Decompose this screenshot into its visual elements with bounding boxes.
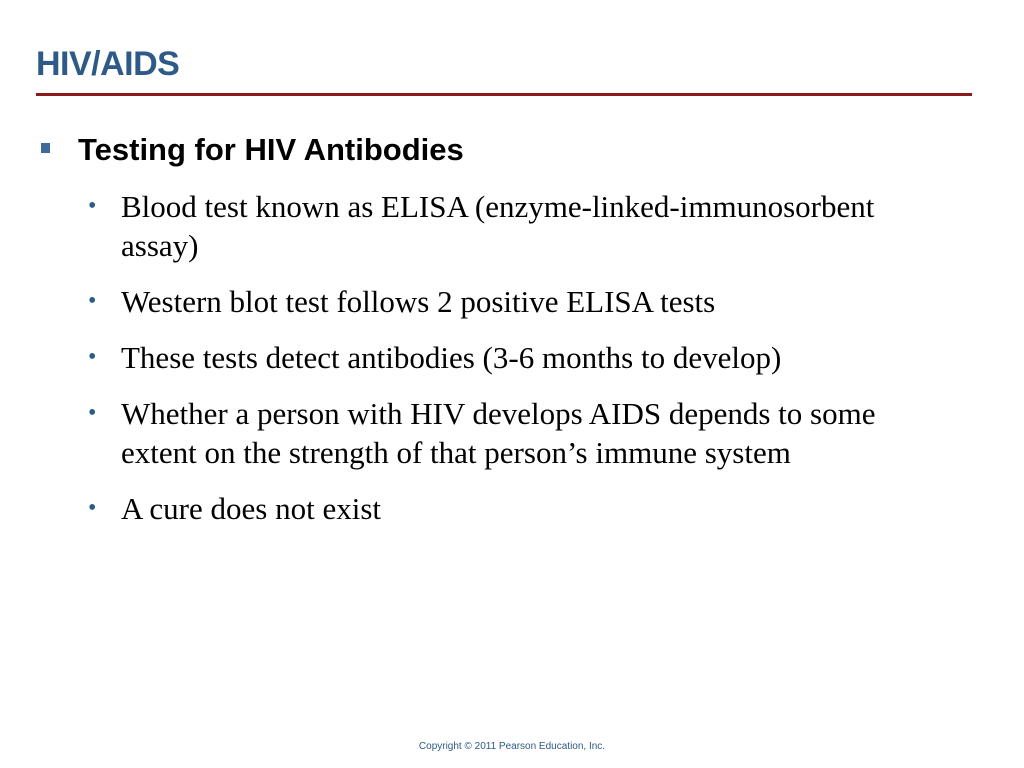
sub-bullet-text: Western blot test follows 2 positive ELISA tests <box>121 284 716 319</box>
sub-bullet-text: These tests detect antibodies (3-6 months to develop) <box>121 340 782 375</box>
round-bullet-icon: • <box>88 288 97 314</box>
round-bullet-icon: • <box>88 344 97 370</box>
copyright-footer: Copyright © 2011 Pearson Education, Inc. <box>418 741 606 752</box>
slide-title: HIV/AIDS <box>36 45 180 83</box>
sub-bullet-item <box>86 187 956 265</box>
sub-bullet-text: Whether a person with HIV develops AIDS depends to some extent on the strength of that person’s immune system <box>121 396 876 470</box>
sub-bullet-item <box>86 394 956 472</box>
round-bullet-icon: • <box>88 495 97 521</box>
sub-bullet-text: A cure does not exist <box>121 491 382 526</box>
sub-bullet-item <box>86 489 956 528</box>
title-divider <box>36 93 972 96</box>
main-bullet-text: Testing for HIV Antibodies <box>78 132 464 167</box>
square-bullet-icon <box>41 143 50 153</box>
sub-bullet-list <box>86 187 956 545</box>
round-bullet-icon: • <box>88 193 97 219</box>
main-bullet <box>36 128 976 172</box>
sub-bullet-item <box>86 282 956 321</box>
sub-bullet-text: Blood test known as ELISA (enzyme-linked-immunosorbent assay) <box>121 189 875 263</box>
round-bullet-icon: • <box>88 400 97 426</box>
sub-bullet-item <box>86 338 956 377</box>
